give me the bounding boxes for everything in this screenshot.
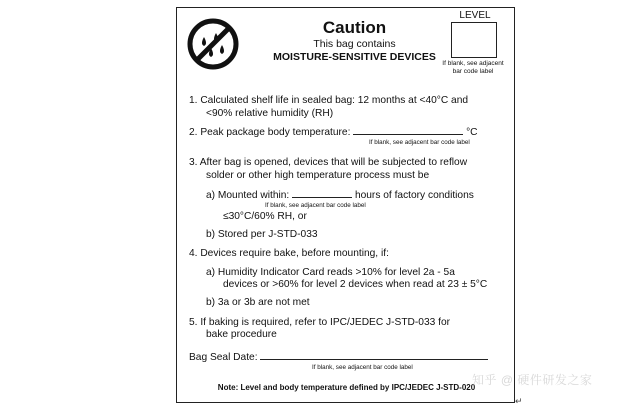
item-2-note: If blank, see adjacent bar code label: [369, 139, 470, 146]
item-3a: [206, 188, 474, 202]
no-moisture-icon: [186, 17, 240, 71]
item-3a-line-2: ≤30°C/60% RH, or: [223, 211, 307, 222]
item-4a-line-1: a) Humidity Indicator Card reads >10% for level 2a - 5a: [206, 267, 455, 278]
seal-label: Bag Seal Date:: [189, 352, 258, 363]
item-3a-after: hours of factory conditions: [354, 190, 474, 201]
item-1-line-2: <90% relative humidity (RH): [206, 108, 334, 119]
level-note-line-1: If blank, see adjacent: [442, 60, 504, 67]
item-2-unit: °C: [466, 127, 478, 138]
item-5-line-1: 5. If baking is required, refer to IPC/JEDEC J-STD-033 for: [189, 317, 451, 328]
caution-title: Caution: [322, 18, 387, 37]
mounted-hours-blank: [292, 188, 352, 198]
item-4: 4. Devices require bake, before mounting, if:: [189, 248, 389, 259]
return-mark: ↵: [515, 396, 523, 406]
item-3b: b) Stored per J-STD-033: [206, 229, 318, 240]
bag-seal-date: [189, 350, 488, 364]
footer-note: Note: Level and body temperature defined by IPC/JEDEC J-STD-020: [217, 383, 476, 392]
item-3a-text: a) Mounted within:: [206, 190, 290, 201]
item-1-line-1: 1. Calculated shelf life in sealed bag: 12 months at <40°C and: [189, 95, 469, 106]
moisture-caution-label: [176, 7, 515, 403]
watermark: 知乎 @ 硬件研发之家: [472, 373, 593, 387]
level-label: LEVEL: [459, 10, 491, 21]
item-2: [189, 125, 478, 139]
peak-temp-blank: [353, 125, 463, 135]
seal-note: If blank, see adjacent bar code label: [312, 364, 413, 371]
item-3a-note: If blank, see adjacent bar code label: [265, 202, 366, 209]
item-4a-line-2: devices or >60% for level 2 devices when read at 23 ± 5°C: [223, 279, 488, 290]
level-note-line-2: bar code label: [452, 68, 494, 75]
caution-subtitle: This bag contains: [313, 38, 396, 50]
item-4b: b) 3a or 3b are not met: [206, 297, 310, 308]
caution-subtitle-bold: MOISTURE-SENSITIVE DEVICES: [273, 51, 436, 63]
seal-date-blank: [260, 350, 488, 360]
item-2-text: 2. Peak package body temperature:: [189, 127, 351, 138]
item-5-line-2: bake procedure: [206, 329, 277, 340]
item-3-line-1: 3. After bag is opened, devices that will be subjected to reflow: [189, 157, 468, 168]
item-3-line-2: solder or other high temperature process must be: [206, 170, 430, 181]
level-note: [431, 60, 515, 76]
level-box: [451, 22, 497, 58]
